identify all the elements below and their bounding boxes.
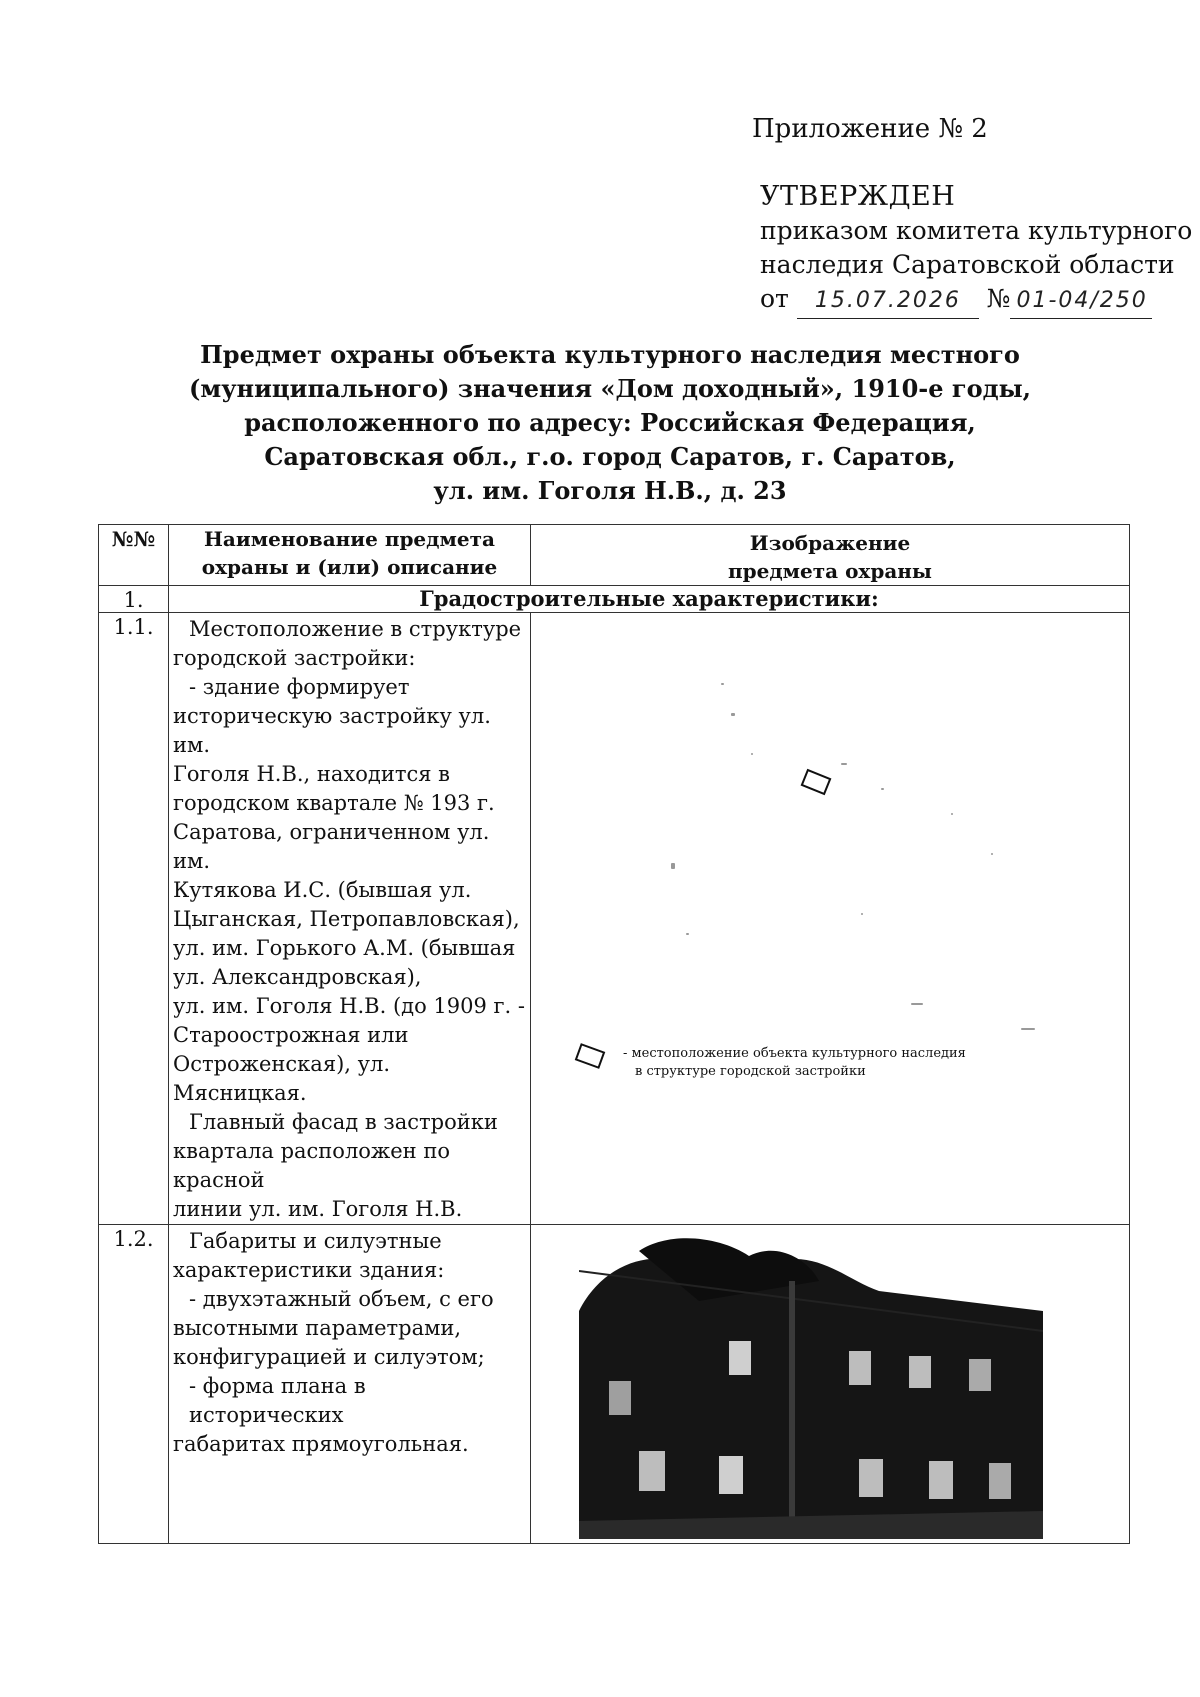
section-row <box>99 586 1130 613</box>
description-line: Староострожная или <box>173 1023 409 1047</box>
description-line: характеристики здания: <box>173 1258 445 1282</box>
title-line-1: Предмет охраны объекта культурного наследия местного <box>200 340 1020 369</box>
title-line-2: (муниципального) значения «Дом доходный», 1910-е годы, <box>188 374 1032 403</box>
description-line: линии ул. им. Гоголя Н.В. <box>173 1197 463 1221</box>
description-line: Местоположение в структуре <box>189 617 522 641</box>
description-line: ул. им. Гоголя Н.В. (до 1909 г. - <box>173 994 525 1018</box>
table-row <box>99 613 1130 1225</box>
header-image-line-2: предмета охраны <box>728 559 932 583</box>
map-speck <box>881 788 884 790</box>
object-location-marker <box>801 769 832 795</box>
description-line: Остроженская), ул. Мясницкая. <box>173 1052 390 1105</box>
location-map-cell <box>531 613 1130 1225</box>
description-line: квартала расположен по красной <box>173 1139 450 1192</box>
map-speck <box>1021 1028 1035 1030</box>
header-number: №№ <box>99 525 169 586</box>
description-line: конфигурацией и силуэтом; <box>173 1345 485 1369</box>
description-line: городском квартале № 193 г. <box>173 791 495 815</box>
order-from-label: от <box>760 284 789 313</box>
approval-stamp <box>760 180 1192 319</box>
order-line <box>760 282 1192 319</box>
row-description <box>169 613 531 1225</box>
description-line: историческую застройку ул. им. <box>173 704 491 757</box>
description-line: Главный фасад в застройки <box>189 1110 498 1134</box>
title-line-3: расположенного по адресу: Российская Федерация, <box>244 408 976 437</box>
description-line: высотными параметрами, <box>173 1316 462 1340</box>
map-speck <box>721 683 724 685</box>
header-description <box>169 525 531 586</box>
approved-line-1: приказом комитета культурного <box>760 216 1193 245</box>
appendix-number: Приложение № 2 <box>752 114 988 144</box>
document-title <box>150 338 1070 508</box>
map-speck <box>671 863 675 869</box>
description-line: Гоголя Н.В., находится в <box>173 762 450 786</box>
header-description-line-1: Наименование предмета <box>204 527 495 551</box>
map-speck <box>751 753 753 755</box>
map-speck <box>911 1003 923 1005</box>
map-speck <box>731 713 735 716</box>
title-line-4: Саратовская обл., г.о. город Саратов, г. Саратов, <box>264 442 956 471</box>
order-date: 15.07.2026 <box>797 284 979 319</box>
description-line: ул. им. Горького А.М. (бывшая <box>173 936 516 960</box>
description-line: Кутякова И.С. (бывшая ул. <box>173 878 472 902</box>
description-line: городской застройки: <box>173 646 416 670</box>
description-line: Саратова, ограниченном ул. им. <box>173 820 490 873</box>
building-photo <box>579 1231 1043 1539</box>
table-header-row <box>99 525 1130 586</box>
protection-table <box>98 524 1130 1544</box>
section-title: Градостроительные характеристики: <box>169 586 1130 613</box>
description-line: габаритах прямоугольная. <box>173 1432 469 1456</box>
approved-title: УТВЕРЖДЕН <box>760 181 956 212</box>
header-description-line-2: охраны и (или) описание <box>201 555 498 579</box>
row-number: 1.2. <box>99 1225 169 1544</box>
map-speck <box>686 933 689 935</box>
header-image <box>531 525 1130 586</box>
table-row <box>99 1225 1130 1544</box>
description-line: Габариты и силуэтные <box>189 1229 442 1253</box>
row-description <box>169 1225 531 1544</box>
legend-line-1: - местоположение объекта культурного наследия <box>623 1046 966 1061</box>
map-speck <box>991 853 993 855</box>
description-line: - здание формирует <box>189 675 410 699</box>
section-number: 1. <box>99 586 169 613</box>
row-number: 1.1. <box>99 613 169 1225</box>
description-line: ул. Александровская), <box>173 965 422 989</box>
description-line: - двухэтажный объем, с его <box>189 1287 494 1311</box>
description-line: - форма плана в исторических <box>189 1374 366 1427</box>
map-speck <box>841 763 847 765</box>
map-legend <box>583 1045 966 1081</box>
title-line-5: ул. им. Гоголя Н.В., д. 23 <box>433 476 787 505</box>
map-speck <box>861 913 863 915</box>
order-number-label: № <box>986 284 1011 313</box>
approved-line-2: наследия Саратовской области <box>760 250 1175 279</box>
legend-line-2: в структуре городской застройки <box>635 1064 866 1079</box>
order-number: 01-04/250 <box>1010 284 1152 319</box>
map-speck <box>951 813 953 815</box>
header-image-line-1: Изображение <box>749 531 911 555</box>
description-line: Цыганская, Петропавловская), <box>173 907 520 931</box>
building-photo-cell <box>531 1225 1130 1544</box>
location-map <box>531 613 1129 1139</box>
